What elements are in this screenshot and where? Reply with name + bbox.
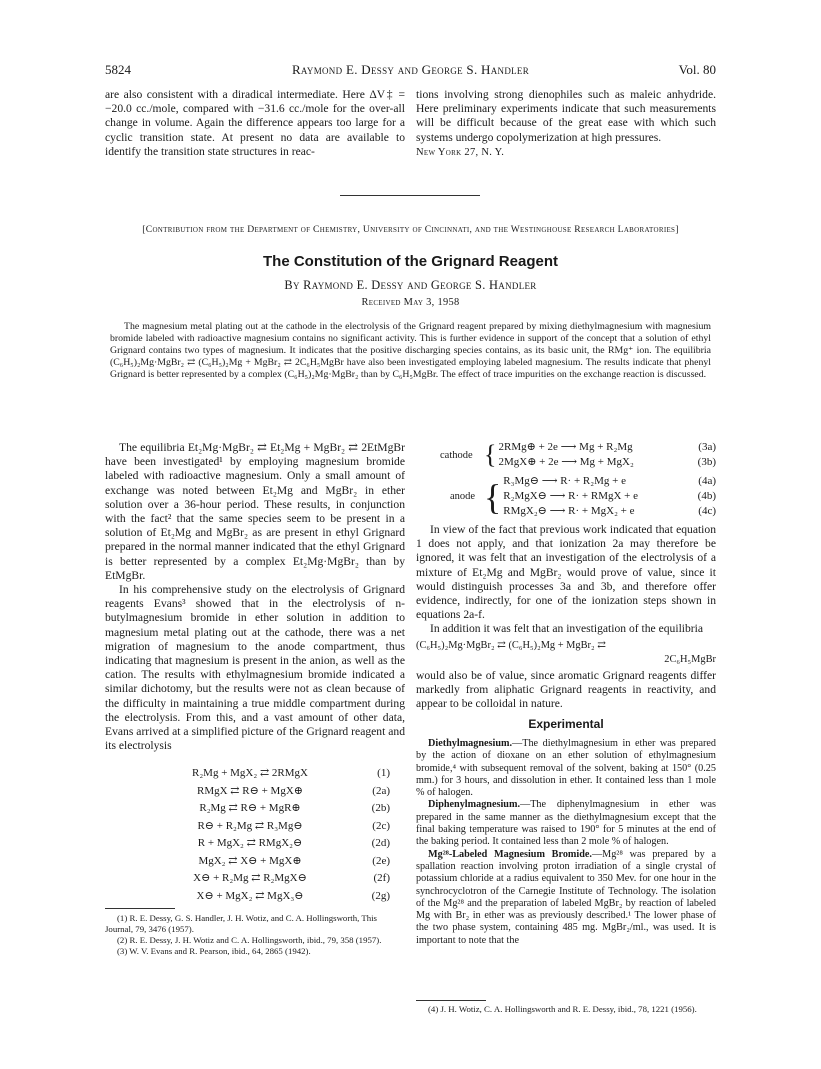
experimental-paragraph-1 [416, 738, 716, 799]
equation-text: R₂Mg + MgX₂ ⇄ 2RMgX [192, 767, 308, 779]
equation-row [503, 504, 716, 519]
experimental-paragraph-3 [416, 849, 716, 947]
equation-number: (2b) [371, 802, 390, 814]
experimental-text: —The diethylmagnesium in ether was prepared by the action of dioxane on an ether solution of ethylmagnesium bromide,⁴ with subsequent removal of the solvent, baking at 150° (0.25 mm.) for 3 hours, and dissolution in ether. It contained less than 1 mole % of halogen. [416, 738, 716, 799]
phenyl-equilibrium-line-1: (C₆H₅)₂Mg·MgBr₂ ⇄ (C₆H₅)₂Mg + MgBr₂ ⇄ [416, 639, 606, 651]
contribution-line: [Contribution from the Department of Chemistry, University of Cincinnati, and the Westinghouse Research Laboratories] [142, 224, 679, 235]
equation-row [498, 455, 716, 470]
equation-list [150, 765, 390, 905]
footnote-4: (4) J. H. Wotiz, C. A. Hollingsworth and R. E. Dessy, ibid., 78, 1221 (1956). [428, 1004, 697, 1014]
equation-text: R₂MgX⊖ ⟶ R· + RMgX + e [503, 490, 639, 502]
experimental-subhead: Mg²⁸-Labeled Magnesium Bromide. [428, 848, 592, 860]
abstract: The magnesium metal plating out at the cathode in the electrolysis of the Grignard reagent prepared by mixing diethylmagnesium with magnesium bromide labeled with radioactive magnesium contains no significant activity. This is further evidence in support of the concept that a solution of ethyl Grignard contains two types of magnesium. It indicates that the positive discharging species contains, as its basic unit, the RMg⁺ ion. The equilibria (C₆H₅)₂Mg·MgBr₂ ⇄ (C₆H₅)₂Mg + MgBr₂ ⇄ 2C₆H₅MgBr have also been investigated employing labeled magnesium. The results indicate that phenyl Grignard is better represented by a complex (C₆H₅)₂Mg·MgBr₂ than by C₆H₅MgBr. The effect of trace impurities on the exchange reaction is discussed. [110, 321, 711, 380]
equation-text: R₂Mg ⇄ R⊖ + MgR⊕ [199, 802, 301, 814]
experimental-text: —Mg²⁸ was prepared by a spallation reaction involving proton irradiation of a single crystal of potassium chloride at a radius equivalent to 350 Mev. for one hour in the synchrocyclotron of the Carnegie Institute of Technology. The isolation of the Mg²⁸ and the preparation of labeled MgBr₂ by reaction of labeled Mg with Br₂ in ether was as previously described.¹ The lower phase of the two phase system, containing 485 mg. MgBr₂/ml., was used. It is important to note that the [416, 848, 716, 946]
footnote-2: (2) R. E. Dessy, J. H. Wotiz and C. A. Hollingsworth, ibid., 79, 358 (1957). [117, 935, 382, 945]
experimental-subhead: Diethylmagnesium. [428, 738, 513, 749]
equation-row [150, 888, 390, 906]
prev-article-right-text: tions involving strong dienophiles such as maleic anhydride. Here preliminary experiments indicate that such measurements will be difficult because of the great ease with which such systems undergo copolymerization at high pressures. [416, 88, 716, 144]
volume-number: Vol. 80 [678, 62, 716, 77]
equation-text: 2RMg⊕ + 2e ⟶ Mg + R₂Mg [498, 441, 633, 453]
equation-text: R⊖ + R₂Mg ⇄ R₃Mg⊖ [197, 819, 303, 832]
equation-text: RMgX₂⊖ ⟶ R· + MgX₂ + e [503, 505, 635, 517]
footnote-rule [105, 908, 175, 909]
equation-text: X⊖ + R₂Mg ⇄ R₂MgX⊖ [193, 872, 307, 884]
article-byline: By Raymond E. Dessy and George S. Handler [284, 278, 537, 292]
equation-number: (3a) [698, 441, 716, 453]
equation-number: (3b) [697, 456, 716, 468]
experimental-section [416, 738, 716, 947]
equation-text: RMgX ⇄ R⊖ + MgX⊕ [197, 784, 303, 797]
equation-row [150, 818, 390, 836]
running-head-authors: Raymond E. Dessy and George S. Handler [291, 62, 530, 77]
experimental-paragraph-2 [416, 799, 716, 848]
equation-number: (4b) [697, 490, 716, 502]
equation-text: R₃Mg⊖ ⟶ R· + R₂Mg + e [503, 475, 626, 487]
equation-text: X⊖ + MgX₂ ⇄ MgX₃⊖ [196, 889, 304, 902]
equation-text: 2MgX⊕ + 2e ⟶ Mg + MgX₂ [498, 456, 634, 468]
equation-number: (2a) [372, 784, 390, 797]
equation-row [150, 870, 390, 888]
anode-equations [450, 474, 716, 519]
right-paragraph-2: In addition it was felt that an investigation of the equilibria [430, 622, 704, 636]
cathode-equations [440, 440, 716, 470]
equation-row [150, 800, 390, 818]
equation-number: (2e) [372, 854, 390, 867]
prev-article-location: New York 27, N. Y. [416, 146, 505, 158]
equation-row [150, 765, 390, 783]
equation-row [150, 835, 390, 853]
right-column [416, 523, 716, 711]
equation-number: (2g) [371, 889, 390, 902]
footnotes-left [105, 913, 405, 957]
equation-row [503, 489, 716, 504]
equation-text: MgX₂ ⇄ X⊖ + MgX⊕ [198, 854, 302, 867]
page-number: 5824 [105, 62, 131, 77]
right-paragraph-1: In view of the fact that previous work indicated that equation 1 does not apply, and that ionization 2a may therefore be ignored, it was felt that an investigation of the electrolysis of a mixture of Et₂Mg and MgBr₂ would prove of value, since it would distinguish processes 3a and 3b, and therefore offer evidence, indirectly, for one of the ionization steps shown in equations 2a-f. [416, 523, 716, 622]
brace-icon: { [484, 476, 502, 517]
equation-text: R + MgX₂ ⇄ RMgX₂⊖ [197, 837, 303, 849]
equation-number: (2d) [371, 837, 390, 849]
intro-paragraph-2: In his comprehensive study on the electrolysis of Grignard reagents Evans³ showed that in the electrolysis of n-butylmagnesium bromide in ether solution in addition to magnesium metal plating out at the cathode, there was a net migration of magnesium to the anode compartment, thus indicating that magnesium is present in the anion, as well as the cation. The results with ethylmagnesium bromide indicated a similar dichotomy, but the results were not as clean because of the difficulty in maintaining a true middle compartment during the electrolysis. From this, and a vast amount of other data, Evans arrived at a simplified picture of the Grignard reagent and its electrolysis [105, 583, 405, 753]
received-date: Received May 3, 1958 [361, 297, 460, 308]
left-column [105, 441, 405, 753]
equation-row [498, 440, 716, 455]
phenyl-equilibrium-line-2: 2C₆H₅MgBr [664, 653, 716, 665]
equation-number: (4a) [698, 475, 716, 487]
equation-number: (1) [377, 767, 390, 779]
intro-paragraph-1: The equilibria Et₂Mg·MgBr₂ ⇄ Et₂Mg + MgBr₂ ⇄ 2EtMgBr have been investigated¹ by employing magnesium bromide labeled with radioactive magnesium. Only a small amount of exchange was noted between Et₂Mg and MgBr₂ in ether solution over a 36-hour period. These results, in conjunction with the fact² that the same species seem to be present in a solution of Et₂Mg and MgBr₂ as are present in ethyl Grignard prepared in the normal manner indicated that the ethyl Grignard is better represented by a complex Et₂Mg·MgBr₂ than by EtMgBr. [105, 441, 405, 582]
prev-article-left: are also consistent with a diradical intermediate. Here ΔV‡ = −20.0 cc./mole, compared with −31.6 cc./mole for the over-all change in volume. Again the difference appears too large for a cyclic transition state. At present no data are available to identify the transition state structures in reac- [105, 88, 405, 158]
cathode-label: cathode [440, 449, 473, 461]
experimental-heading: Experimental [528, 717, 604, 731]
experimental-subhead: Diphenylmagnesium. [428, 799, 520, 811]
equation-number: (4c) [698, 505, 716, 517]
equation-number: (2c) [372, 819, 390, 832]
brace-icon: { [484, 440, 497, 469]
anode-label: anode [450, 491, 476, 502]
footnote-rule [416, 1000, 486, 1001]
right-paragraph-3: would also be of value, since aromatic Grignard reagents differ markedly from aliphatic Grignard reagents in reactivity, and appear to be colloidal in nature. [416, 668, 716, 711]
footnote-3: (3) W. V. Evans and R. Pearson, ibid., 64, 2865 (1942). [117, 946, 311, 956]
equation-row [150, 783, 390, 801]
article-title: The Constitution of the Grignard Reagent [263, 253, 558, 270]
equation-row [150, 853, 390, 871]
footnote-1: (1) R. E. Dessy, G. S. Handler, J. H. Wotiz, and C. A. Hollingsworth, This Journal, 79, 3476 (1957). [105, 913, 377, 934]
article-separator [340, 195, 480, 196]
equation-row [503, 474, 716, 489]
experimental-text: —The diphenylmagnesium in ether was prepared in the same manner as the diethylmagnesium except that the final baking temperature was raised to 190° for 5 minutes at the end of the baking period. It contained less than 2 mole % of halogen. [416, 799, 716, 848]
prev-article-right [416, 88, 716, 160]
equation-number: (2f) [373, 872, 390, 884]
